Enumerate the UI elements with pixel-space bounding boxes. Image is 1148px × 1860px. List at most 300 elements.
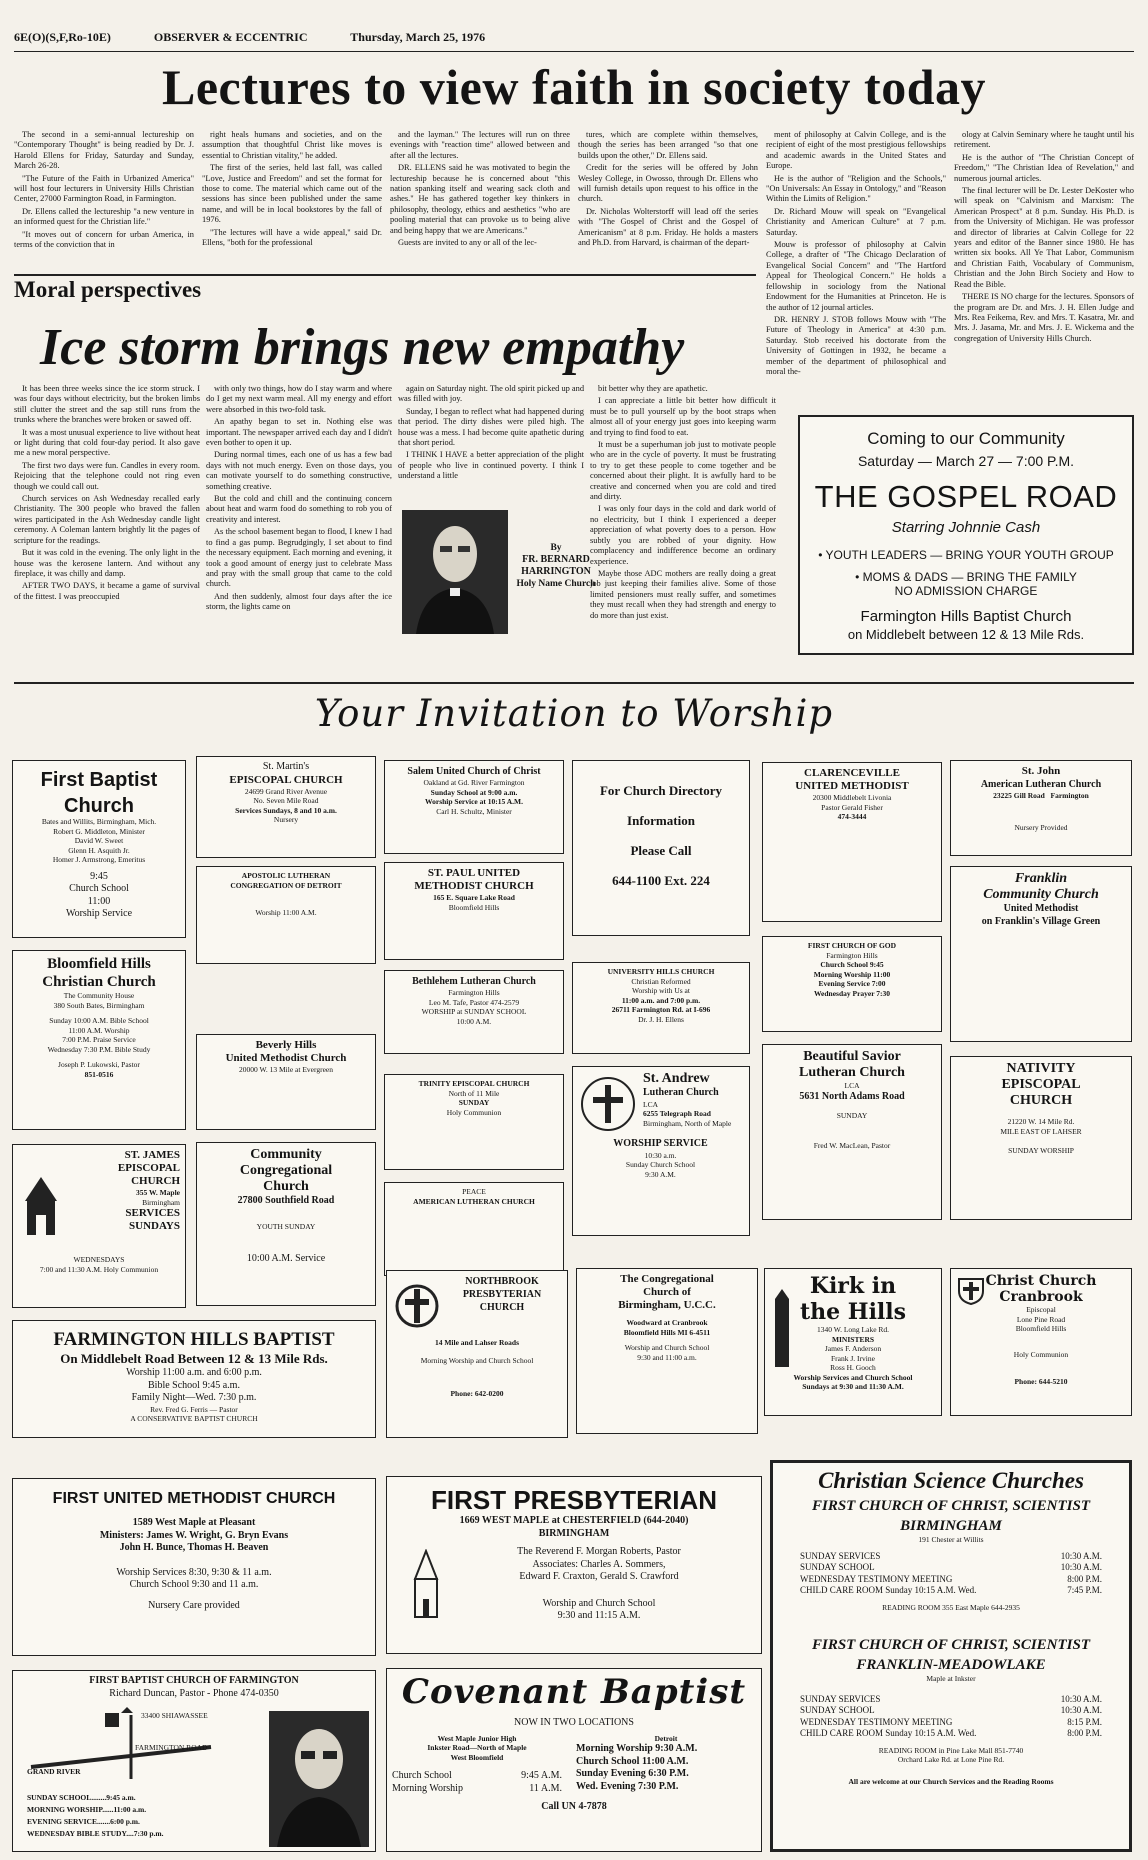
ad-text: FIRST CHURCH OF CHRIST, SCIENTIST [811, 1498, 1091, 1514]
para: DR. HENRY J. STOB follows Mouw with "The Future of Theology in America" at 4:30 p.m. Saturday. Stob received his doctorate from the University of Gottingen in 1932, he became a member of the department of philosophical and moral the- [766, 314, 946, 376]
cross-icon [395, 1279, 439, 1333]
ad-text: Bates and Willits, Birmingham, Mich. [41, 817, 157, 826]
ad-church: Farmington Hills Baptist Church [860, 608, 1072, 625]
ad-title: Salem United Church of Christ [407, 766, 541, 777]
ad-text: Farmington Hills [448, 988, 500, 997]
ad-title: American Lutheran Church [980, 779, 1102, 790]
para: Dr. Ellens called the lectureship "a new venture in an informed quest for the Christian life." [14, 206, 194, 227]
ad-title: The Congregational [620, 1273, 714, 1285]
para: He is the author of "Religion and the Schools," "On Universals: An Essay in Ontology," and "Reason Within the Limits of Religion." [766, 173, 946, 204]
row-time: 8:15 P.M. [1067, 1716, 1102, 1727]
ad-text [956, 791, 1126, 801]
ad-text: Morning Worship 11:00 [813, 969, 891, 979]
ad-text: Frank J. Irvine [831, 1353, 875, 1363]
ad-text: Sunday School at 9:00 a.m. [430, 787, 518, 797]
ad-text: On Middlebelt Road Between 12 & 13 Mile Rds. [60, 1351, 328, 1366]
ad-title: NATIVITY [1006, 1061, 1076, 1076]
ad-text: Holy Communion [1013, 1349, 1069, 1359]
ad-title: Lutheran Church [799, 1065, 905, 1080]
ad-text: Church School [69, 883, 129, 894]
portrait-icon [402, 510, 508, 634]
ad-franklin [950, 866, 1132, 1042]
ad-text: Worship Service at 10:15 A.M. [425, 797, 523, 806]
ad-text: Sunday 10:00 A.M. Bible School [49, 1016, 149, 1025]
ice-headline: Ice storm brings new empathy [40, 319, 685, 376]
ad-title: Christ Church [985, 1273, 1097, 1289]
ad-text: Church School 11:00 A.M. [576, 1755, 689, 1767]
row-label: CHILD CARE ROOM Sunday 10:15 A.M. Wed. [800, 1728, 977, 1738]
lectures-col-4 [578, 130, 758, 272]
cross-seal-icon [579, 1075, 637, 1133]
ad-text: Dr. J. H. Ellens [638, 1014, 684, 1024]
ad-christ-church [950, 1268, 1132, 1416]
ad-bloomfield [12, 950, 186, 1130]
byline-parish: Holy Name Church [516, 579, 596, 589]
ad-title: First Baptist [40, 769, 158, 791]
ad-title: PRESBYTERIAN [462, 1289, 542, 1300]
row-time: 10:30 A.M. [1060, 1550, 1102, 1561]
para: The second in a semi-annual lectureship on "Contemporary Thought" is being readied by Dr. J. Harold Ellens for Friday, Saturday and Sunday, March 26-28. [14, 130, 194, 171]
ad-text: All are welcome at our Church Services and the Reading Rooms [848, 1776, 1054, 1786]
ad-title: FIRST CHURCH OF GOD [807, 941, 897, 950]
ad-text: NOW IN TWO LOCATIONS [514, 1717, 634, 1728]
ad-apostolic [196, 866, 376, 964]
para: It has been three weeks since the ice storm struck. I was four days without electricity, but the broken limbs still clutter the street and the sap still runs from the trunks where the branches were broken or sawed off. [14, 384, 200, 425]
ad-title: FIRST UNITED METHODIST CHURCH [52, 1490, 336, 1507]
ad-text: Richard Duncan, Pastor - Phone 474-0350 [109, 1687, 279, 1699]
para: right heals humans and societies, and on the assumption that thoughtful Christ like moves is essential to Christian vitality," he added. [202, 130, 382, 160]
ad-text: MILE EAST OF LAHSER [1000, 1126, 1082, 1136]
ad-text: 10:00 A.M. Service [246, 1253, 326, 1264]
ad-phone: Phone: 644-5210 [1014, 1377, 1068, 1386]
ad-title: Bloomfield Hills [47, 956, 151, 972]
ad-text: 9:30 and 11:15 A.M. [557, 1610, 641, 1621]
ad-title: CHURCH [1009, 1093, 1073, 1108]
ad-title: CONGREGATION OF DETROIT [230, 880, 342, 890]
ad-text: FRANKLIN-MEADOWLAKE [856, 1657, 1046, 1673]
schedule-row [392, 1770, 562, 1783]
ad-text: 380 South Bates, Birmingham [53, 1000, 145, 1010]
ad-text: 20300 Middlebelt Livonia [812, 793, 892, 802]
ad-title: THE GOSPEL ROAD [814, 479, 1118, 514]
para: and the layman." The lectures will run on three evenings with "reaction time" allowed between and after all the lectures. [390, 130, 570, 160]
para: It was a most unusual experience to live without heat or light during that cold four-day period. It also gave me a new moral perspective. [14, 427, 200, 458]
steeple-icon [409, 1549, 443, 1619]
ad-family-text: MOMS & DADS — BRING THE FAMILY [862, 570, 1077, 584]
ad-text: Inkster Road—North of Maple [427, 1743, 527, 1752]
ad-title: NORTHBROOK [465, 1276, 539, 1287]
para: The first two days were fun. Candles in every room. Rejoicing that the telephone could not ring even though we could call out. [14, 460, 200, 491]
lectures-col-2 [202, 130, 382, 272]
row-label: SUNDAY SERVICES [800, 1550, 881, 1561]
ad-text: Fred W. MacLean, Pastor [813, 1140, 891, 1150]
ad-first-baptist [12, 760, 186, 938]
row-label: WEDNESDAY TESTIMONY MEETING [800, 1573, 953, 1584]
ad-text: WORSHIP at SUNDAY SCHOOL [421, 1007, 527, 1016]
para: Guests are invited to any or all of the lec- [398, 238, 537, 248]
gospel-road-ad [798, 415, 1134, 655]
lectures-col-3 [390, 130, 570, 272]
ad-first-presb [386, 1476, 762, 1654]
ad-kirk [764, 1268, 942, 1416]
pastor-photo [269, 1711, 369, 1847]
ad-address: 23225 Gill Road [993, 791, 1045, 800]
row-label: WEDNESDAY TESTIMONY MEETING [800, 1716, 953, 1727]
ad-admission: NO ADMISSION CHARGE [894, 584, 1038, 598]
ad-text: Sundays at 9:30 and 11:30 A.M. [802, 1382, 904, 1391]
para: Church services on Ash Wednesday recalled early Christianity. The 300 people who braved the fallen wires participated in the Ash Wednesday candle light ceremony. A Coleman lantern brightly lit the pages of scripture for the readings. [14, 494, 200, 545]
row-time: 10:30 A.M. [1060, 1562, 1102, 1572]
ad-text: Morning Worship 9:30 A.M. [576, 1743, 698, 1754]
ad-text: Worship Services and Church School [793, 1372, 913, 1382]
ad-text: Lone Pine Road [1016, 1314, 1066, 1324]
worship-title: Your Invitation to Worship [314, 692, 834, 735]
ad-text: 10:30 a.m. [644, 1150, 677, 1160]
ad-text: Worship and Church School [542, 1597, 656, 1609]
ad-text: 11:00 A.M. Worship [68, 1025, 130, 1035]
ad-text: Please Call [630, 843, 692, 858]
row-time: 8:00 P.M. [1067, 1728, 1102, 1738]
ad-text: Bloomfield Hills MI 6-4511 [623, 1327, 711, 1337]
row-time: 10:30 A.M. [1060, 1693, 1102, 1704]
ad-text: Nursery Provided [1014, 822, 1068, 832]
ad-title: ST. PAUL UNITED [427, 867, 521, 879]
ad-text: Carl H. Schultz, Minister [436, 806, 512, 816]
ad-location: on Middlebelt between 12 & 13 Mile Rds. [847, 627, 1085, 642]
section-label: Moral perspectives [14, 277, 202, 302]
ad-covenant [386, 1668, 762, 1852]
ad-title: Community Church [983, 887, 1099, 902]
ad-st-james [12, 1144, 186, 1308]
schedule-row [778, 1562, 1124, 1574]
ice-col-4 [590, 384, 776, 678]
ad-title: ST. JAMES [124, 1149, 180, 1161]
ad-text: Morning Worship and Church School [420, 1355, 534, 1365]
ad-fhb [12, 1320, 376, 1438]
ad-text: MINISTERS [831, 1334, 875, 1344]
ad-title: Covenant Baptist [401, 1672, 747, 1712]
ad-title: Congregational [239, 1163, 333, 1178]
ad-text: Wed. Evening 7:30 P.M. [576, 1780, 679, 1792]
ad-text: Maple at Inkster [926, 1674, 976, 1683]
ad-text: A CONSERVATIVE BAPTIST CHURCH [130, 1414, 258, 1423]
ad-text: BIRMINGHAM [900, 1518, 1002, 1534]
ad-youth: • YOUTH LEADERS — BRING YOUR YOUTH GROUP [818, 548, 1114, 562]
ad-st-andrew [572, 1066, 750, 1236]
ad-text: Detroit [654, 1733, 678, 1743]
map-label: GRAND RIVER [27, 1767, 81, 1776]
ad-title: United Methodist Church [225, 1052, 347, 1064]
ad-directory [572, 760, 750, 936]
ad-text: Nursery [273, 815, 299, 824]
map-label: FARMINGTON ROAD [135, 1743, 208, 1752]
ad-title: Christian Science Churches [818, 1468, 1084, 1493]
ad-text: Ross H. Gooch [830, 1363, 876, 1372]
ad-text: West Maple Junior High [437, 1733, 517, 1743]
ad-title: EPISCOPAL [1001, 1077, 1081, 1092]
ad-text: Birmingham, North of Maple [643, 1118, 732, 1128]
ad-text: No. Seven Mile Road [253, 796, 319, 805]
row-label: SUNDAY SCHOOL [800, 1705, 875, 1715]
lectures-col-6 [954, 130, 1134, 408]
ad-trinity [384, 1074, 564, 1170]
para: tures, which are complete within themselves, though the series has been arranged "so that one builds upon the other," Dr. Ellens said. [578, 130, 758, 160]
para: Dr. Richard Mouw will speak on "Evangelical Christianity and American Culture" at 7 p.m. Saturday. [766, 206, 946, 237]
schedule-line: MORNING WORSHIP......11:00 a.m. [27, 1805, 147, 1814]
ad-beverly [196, 1034, 376, 1130]
ad-univ-hills [572, 962, 750, 1054]
ad-first-um [12, 1478, 376, 1656]
row-label: Church School [392, 1770, 452, 1781]
ad-community [196, 1142, 376, 1306]
ad-text: Worship with Us at [632, 986, 690, 995]
ad-text: Oakland at Gd. River Farmington [423, 778, 525, 787]
ad-title: Church of [643, 1286, 691, 1298]
ad-title: Bethlehem Lutheran Church [412, 976, 536, 987]
ad-christian-science [770, 1460, 1132, 1852]
ad-title: APOSTOLIC LUTHERAN [241, 871, 331, 880]
ad-text: 11:00 [87, 895, 111, 907]
para: But it was cold in the evening. The only light in the house was the kerosene lantern. And without any fireplace, it was chilly and damp. [14, 548, 200, 578]
ad-title: Franklin [1014, 871, 1068, 886]
ad-date: Saturday — March 27 — 7:00 P.M. [857, 453, 1075, 469]
para: Sunday, I began to reflect what had happened during that period. The dirty dishes were piled high. The house was a mess. I had become quite apathetic during that short period. [398, 406, 584, 448]
ad-text: James F. Anderson [824, 1344, 882, 1353]
ad-text: Sunday Evening 6:30 P.M. [576, 1768, 689, 1779]
author-photo [402, 510, 508, 634]
ad-nativity [950, 1056, 1132, 1220]
ad-title: EPISCOPAL CHURCH [229, 773, 343, 786]
issue-date: Thursday, March 25, 1976 [350, 30, 486, 44]
ad-text: Family Night—Wed. 7:30 p.m. [131, 1392, 257, 1403]
lectures-headline: Lectures to view faith in society today [161, 59, 987, 115]
ad-title: St. Andrew [643, 1071, 710, 1086]
ad-text: 9:45 [90, 870, 108, 882]
row-label: SUNDAY SCHOOL [800, 1562, 875, 1572]
ad-text: YOUTH SUNDAY [256, 1221, 316, 1231]
ad-text: Wednesday Prayer 7:30 [813, 988, 891, 998]
ad-text: 9:30 and 11:00 a.m. [637, 1352, 697, 1362]
ad-title: UNIVERSITY HILLS CHURCH [607, 967, 715, 976]
para: But the cold and chill and the continuing concern about heat and warm food do something to rob you of creativity and interest. [206, 494, 392, 524]
para: Credit for the series will be offered by John Wesley College, in Owosso, through Dr. Ellens who will furnish details upon request to his office in the church. [578, 163, 758, 204]
para: I THINK I HAVE a better appreciation of the plight of people who live in continued poverty. I think I understand a little [398, 450, 584, 481]
para: bit better why they are apathetic. [598, 384, 708, 393]
ad-salem [384, 760, 564, 854]
para: THERE IS NO charge for the lectures. Sponsors of the program are Dr. and Mrs. J. H. Ellen Judge and Mrs. Rea Feikema, Rev. and Mrs. T. Kasatra, Mr. and Mrs. J. Jasama, Mr. and Mrs. J. E. Wickema and the congregation of University Hills Church. [954, 292, 1134, 343]
para: I was only four days in the cold and dark world of no electricity, but I think I experienced a deeper appreciation of what poverty does to a person. How subtly you are robbed of your dignity. How complacency and indifference become an ordinary experience. [590, 504, 776, 566]
ad-text: 24699 Grand River Avenue [244, 786, 328, 796]
para: As the school basement began to flood, I knew I had to find a gas pump. Begrudgingly, I set about to find the necessary equipment. Each morning and evening, it took a good amount of energy just to celebrate Mass and pray with the small group that came to the cold church. [206, 527, 392, 589]
lectures-col-5 [766, 130, 946, 408]
map-label: 33400 SHIAWASSEE [141, 1711, 208, 1720]
para: The first of the series, held last fall, was called "Love, Justice and Freedom" and set the format for those to come. The material which came out of the sessions has since been published under the same name, and will be in local bookstores by the fall of 1976. [202, 163, 382, 225]
ad-text: Sunday Church School [625, 1160, 696, 1169]
ad-title: the Hills [799, 1299, 907, 1325]
ad-text: Joseph P. Lukowski, Pastor [58, 1060, 140, 1069]
ad-title: FIRST PRESBYTERIAN [430, 1485, 718, 1515]
para: Dr. Nicholas Wolterstorff will lead off the series with "The Gospel of Christ and the Gospel of Americanism" at 8 p.m. Friday. He holds a masters and Ph.D. from Harvard, is chairman of the depart- [578, 206, 758, 248]
ad-text: Homer J. Armstrong, Emeritus [52, 855, 146, 864]
ad-family: • MOMS & DADS — BRING THE FAMILY [855, 570, 1077, 584]
ad-text: 6255 Telegraph Road [643, 1109, 711, 1118]
ad-text: Bloomfield Hills [1015, 1324, 1067, 1333]
para: "The Future of the Faith in Urbanized America" will host four lecturers in University Hills Christian Center, 27000 Farmington Road, in Farmington. [14, 173, 194, 204]
ad-text: BIRMINGHAM [538, 1527, 610, 1539]
row-label: Morning Worship [392, 1782, 463, 1794]
para: DR. ELLENS said he was motivated to begin the lectureship because he is concerned about "this nation spanking itself and wearing sack cloth and ashes." He has gathered together key thinkers in philosophy, theology, ethics and aesthetics "who are pooling material that can provoke us to being alive and being happy that we are Americans." [390, 163, 570, 235]
masthead [14, 30, 1134, 52]
ad-youth-text: YOUTH LEADERS — BRING YOUR YOUTH GROUP [825, 548, 1114, 562]
ad-title: Christian Church [42, 974, 156, 990]
ad-text: Orchard Lake Rd. at Lone Pine Rd. [897, 1755, 1005, 1764]
row-time: 10:30 A.M. [1060, 1705, 1102, 1715]
ad-text: North of 11 Mile [448, 1088, 500, 1098]
para: An apathy began to set in. Nothing else was important. The newspaper arrived each day and I didn't even bother to open it up. [206, 417, 392, 448]
ad-phone: Call UN 4-7878 [541, 1801, 607, 1812]
para: ology at Calvin Seminary where he taught until his retirement. [954, 130, 1134, 150]
ad-bethlehem [384, 970, 564, 1054]
ad-text: 1589 West Maple at Pleasant [132, 1517, 256, 1528]
ad-title: TRINITY EPISCOPAL CHURCH [418, 1079, 530, 1088]
ice-col-1 [14, 384, 200, 678]
para: Mouw is professor of philosophy at Calvin College, a drafter of "The Chicago Declaration of Evangelical Social Concern" and "The Hartford Appeal for Theological Concern." He holds a fellowship in sociology from the National Endowment for the Humanities at Princeton. He is the author of 12 journal articles. [766, 240, 946, 312]
para: I can appreciate a little bit better how difficult it must be to pull yourself up by the boot straps when almost all of your energy just goes into keeping warm and trying to find food to eat. [590, 396, 776, 437]
page-code: 6E(O)(S,F,Ro-10E) [14, 30, 111, 44]
ad-star: Starring Johnnie Cash [891, 519, 1041, 536]
ad-text: SUNDAY WORSHIP [1008, 1146, 1074, 1155]
ad-text: John H. Bunce, Thomas H. Beaven [119, 1542, 269, 1553]
schedule-row [778, 1694, 1124, 1706]
ad-title: Kirk in [809, 1273, 897, 1299]
ad-text: Nursery Care provided [148, 1599, 240, 1611]
ad-text: Birmingham [142, 1197, 180, 1207]
row-label: CHILD CARE ROOM Sunday 10:15 A.M. Wed. [800, 1585, 977, 1595]
ad-text: 191 Chester at Willits [918, 1535, 984, 1544]
ad-text: FIRST CHURCH OF CHRIST, SCIENTIST [811, 1637, 1091, 1653]
ad-text: Farmington Hills [826, 950, 878, 960]
ad-text: David W. Sweet [74, 836, 124, 845]
ad-first-god [762, 936, 942, 1032]
ad-text: READING ROOM 355 East Maple 644-2935 [882, 1602, 1020, 1612]
ad-text: 7:00 P.M. Praise Service [62, 1035, 136, 1044]
ad-text: 355 W. Maple [136, 1188, 180, 1197]
schedule-row [778, 1585, 1124, 1597]
ad-title: Beautiful Savior [803, 1049, 901, 1064]
para: And then suddenly, almost four days after the ice storm, the lights came on [206, 591, 392, 612]
schedule-line: EVENING SERVICE.......6:00 p.m. [27, 1817, 140, 1826]
ad-text: READING ROOM in Pine Lake Mall 851-7740 [878, 1745, 1024, 1755]
ad-text: St. Martin's [262, 761, 310, 772]
para: The final lecturer will be Dr. Lester DeKoster who will speak on "Calvinism and Marxism: The American Prospect" at 8 p.m. Sunday. His Ph.D. is from the University of Michigan. He was professor and director of libraries at Calvin College for 22 years and editor of the Banner since 1980. He has written six books. All Ye That Labor, Communism and Christian Faith, Vocabulary of Communism, Christian and the John Birch Society and How to Read the Bible. [954, 186, 1134, 289]
para: Maybe those ADC mothers are really doing a great job just keeping their families alive. Some of those limited pensioners must really suffer, and sometimes they must recall when they had strength and energy to do more than just exist. [590, 568, 776, 620]
schedule-row [778, 1717, 1124, 1729]
ad-northbrook [386, 1270, 568, 1438]
ad-beautiful [762, 1044, 942, 1220]
paper-name: OBSERVER & ECCENTRIC [153, 30, 308, 44]
ad-text: Rev. Fred G. Ferris — Pastor [150, 1404, 238, 1414]
ad-text: 1669 WEST MAPLE at CHESTERFIELD (644-2040) [459, 1515, 689, 1526]
ad-text: Bible School 9:45 a.m. [148, 1379, 240, 1391]
ad-text: Evening Service 7:00 [818, 979, 886, 988]
ad-text: 9:30 A.M. [645, 1169, 676, 1179]
ad-text: 11:00 a.m. and 7:00 p.m. [621, 995, 701, 1005]
schedule-line: WEDNESDAY BIBLE STUDY....7:30 p.m. [27, 1829, 164, 1838]
row-label: SUNDAY SERVICES [800, 1693, 881, 1704]
ad-text: Holy Communion [446, 1107, 502, 1117]
ad-phone: 851-0516 [84, 1069, 114, 1079]
cross-shield-icon [957, 1277, 985, 1305]
ad-text: Robert G. Middleton, Minister [53, 826, 145, 836]
ad-text: on Franklin's Village Green [981, 915, 1101, 927]
ad-text: 26711 Farmington Rd. at I-696 [611, 1005, 711, 1014]
ad-text: SUNDAY [836, 1111, 868, 1120]
ad-text: Services Sundays, 8 and 10 a.m. [235, 805, 337, 815]
ad-text: Worship Service [65, 908, 133, 919]
ad-text: Worship and Church School [624, 1343, 710, 1352]
para: He is the author of "The Christian Concept of Freedom," "The Christian Idea of Revelation," and numerous journal articles. [954, 152, 1134, 183]
ad-text: 20000 W. 13 Mile at Evergreen [238, 1065, 333, 1074]
ad-text: Leo M. Tafe, Pastor 474-2579 [428, 997, 520, 1007]
para: "It moves out of concern for urban America, in terms of the conviction that in [14, 229, 194, 250]
ad-st-john [950, 760, 1132, 856]
schedule-row [778, 1728, 1124, 1740]
ad-line: Coming to our Community [867, 429, 1065, 448]
ad-text: Information [627, 813, 695, 828]
ad-text: The Reverend F. Morgan Roberts, Pastor [517, 1546, 681, 1557]
ad-title: METHODIST CHURCH [414, 880, 534, 892]
ad-city: Farmington [1050, 791, 1089, 800]
ad-text: 5631 North Adams Road [799, 1090, 905, 1102]
ad-title: CLARENCEVILLE [804, 767, 900, 779]
ad-title: Church [263, 1179, 309, 1194]
schedule-row [778, 1574, 1124, 1586]
row-time: 7:45 P.M. [1067, 1585, 1102, 1595]
ad-text: Worship Services 8:30, 9:30 & 11 a.m. [116, 1566, 272, 1578]
ad-text: Lutheran Church [643, 1087, 719, 1098]
para: During normal times, each one of us has a few bad days with not much energy. Even on those days, you can motivate yourself to do something constructive, something creative. [206, 450, 392, 491]
para: ment of philosophy at Calvin College, and is the recipient of eight of the most prestigious fellowships and academic awards in the United States and Europe. [766, 130, 946, 171]
para: It must be a superhuman job just to motivate people who are in the cycle of poverty. It must be frustrating to try to get these people to come together and be concerned about their plight. It is awfully hard to be creative and concerned when you are cold and tired and dirty. [590, 440, 776, 502]
row-time: 11 A.M. [529, 1782, 562, 1794]
ad-text: Church School 9:45 [820, 960, 884, 969]
lectures-col-1 [14, 130, 194, 272]
ad-title: UNITED METHODIST [795, 780, 909, 792]
ad-text: United Methodist [1003, 903, 1079, 914]
ad-text: The Community House [63, 991, 135, 1000]
row-time: 8:00 P.M. [1067, 1573, 1102, 1584]
ad-clarenceville [762, 762, 942, 922]
ad-text: Wednesday 7:30 P.M. Bible Study [47, 1044, 151, 1054]
ad-text: Ministers: James W. Wright, G. Bryn Evans [99, 1529, 289, 1541]
ad-title: St. John [1021, 765, 1061, 777]
ad-peace [384, 1182, 564, 1276]
ad-text: Glenn H. Asquith Jr. [68, 845, 130, 855]
ad-title: Church [64, 795, 134, 817]
ad-text: Worship 11:00 A.M. [255, 908, 317, 917]
ad-text: 474-3444 [837, 812, 867, 821]
ad-text: For Church Directory [599, 783, 723, 798]
ad-text: Woodward at Cranbrook [626, 1318, 708, 1327]
ad-congregational [576, 1268, 758, 1434]
ice-col-3 [398, 384, 584, 504]
byline [508, 512, 604, 590]
ad-text: 165 E. Square Lake Road [433, 893, 515, 902]
ad-text: 27800 Southfield Road [237, 1195, 335, 1206]
para: again on Saturday night. The old spirit picked up and was filled with joy. [398, 384, 584, 404]
row-time: 9:45 A.M. [521, 1770, 562, 1781]
schedule-row [778, 1705, 1124, 1717]
